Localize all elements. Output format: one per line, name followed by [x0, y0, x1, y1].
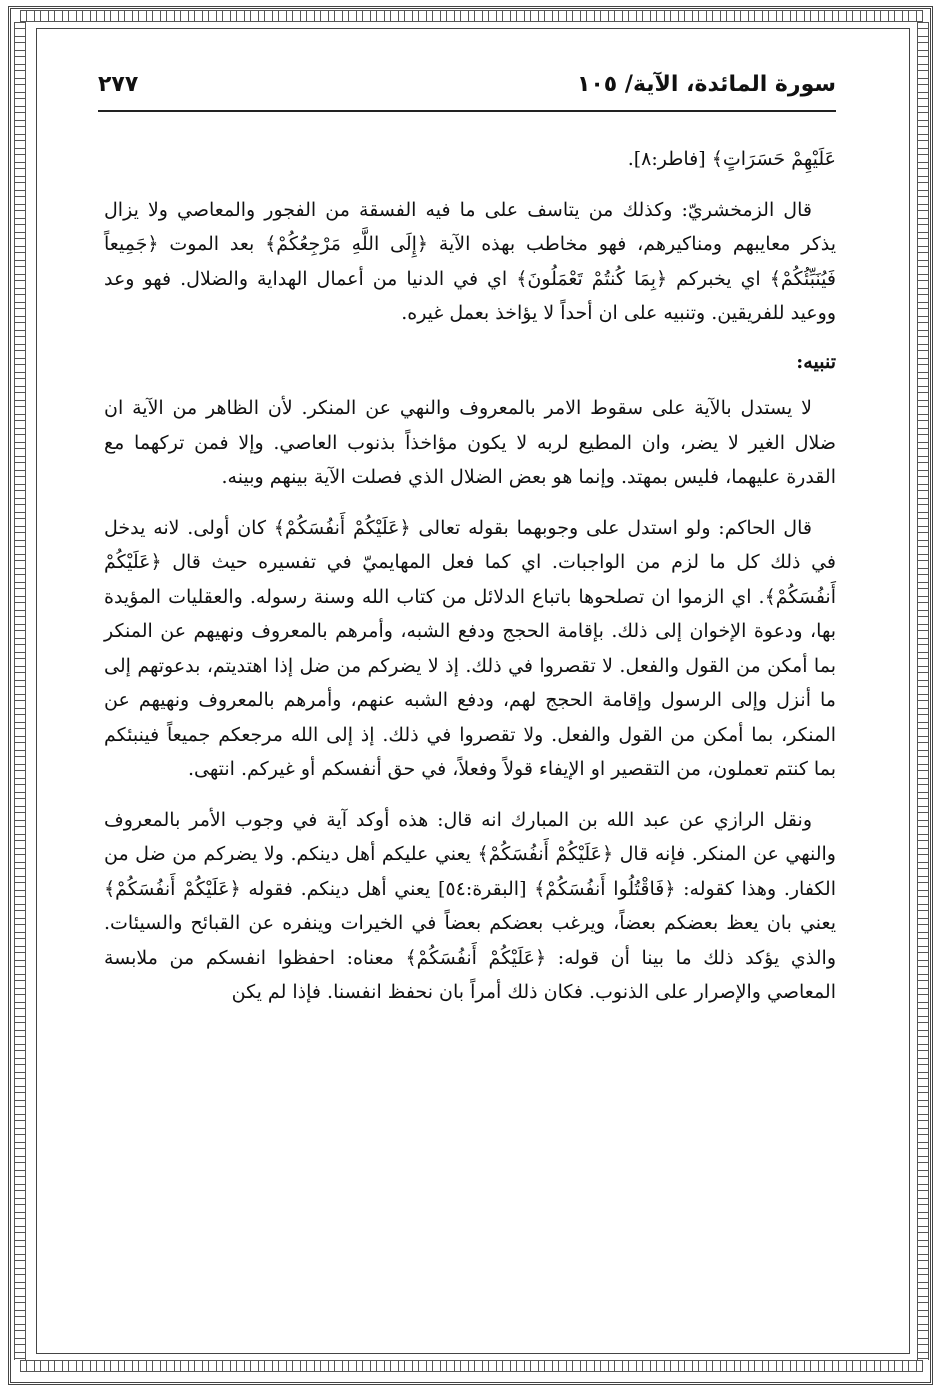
running-header — [98, 68, 836, 108]
ornamental-border-top — [20, 10, 923, 22]
paragraph-continuation: عَلَيْهِمْ حَسَرَاتٍ﴾ [فاطر:٨]. — [627, 148, 836, 170]
page-number: ٢٧٧ — [98, 72, 139, 97]
header-rule — [98, 110, 836, 112]
surah-title: سورة المائدة، الآية/ ١٠٥ — [576, 72, 836, 97]
ornamental-border-left — [14, 22, 26, 1360]
paragraph-zamakhshari: قال الزمخشريّ: وكذلك من يتاسف على ما فيه الفسقة من الفجور والمعاصي ولا يزال يذكر معايبهم ومناكيرهم، فهو مخاطب بهذه الآية ﴿إِلَى اللَّهِ مَرْجِعُكُمْ﴾ بعد الموت ﴿جَمِيعاً فَيُنَبِّئُكُمْ﴾ اي يخبركم ﴿بِمَا كُنتُمْ تَعْمَلُونَ﴾ اي في الدنيا من أعمال الهداية والضلال. فهو وعد ووعيد للفريقين. وتنبيه على ان أحداً لا يؤاخذ بعمل غيره. — [104, 198, 836, 324]
ornamental-border-bottom — [20, 1360, 923, 1372]
ornamental-border-right — [917, 22, 929, 1360]
body-text — [104, 142, 836, 1010]
paragraph-hakim: قال الحاكم: ولو استدل على وجوبهما بقوله تعالى ﴿عَلَيْكُمْ أَنفُسَكُمْ﴾ كان أولى. لانه يدخل في ذلك كل ما لزم من الواجبات. اي كما فعل المهايميّ في تفسيره حيث قال ﴿عَلَيْكُمْ أَنفُسَكُمْ﴾. اي الزموا ان تصلحوها باتباع الدلائل من كتاب الله وسنة رسوله. والعقليات المؤيدة بها، ودعوة الإخوان إلى ذلك. بإقامة الحجج ودفع الشبه، وأمرهم بالمعروف ونهيهم عن المنكر بما أمكن من القول والفعل. لا تقصروا في ذلك. إذ لا يضركم من ضل إذا اهتديتم، بدعوتهم إلى ما أنزل وإلى الرسول وإقامة الحجج لهم، ودفع الشبه عنهم، وأمرهم بالمعروف ونهيهم عن المنكر، بما أمكن من القول والفعل. ولا تقصروا في ذلك. إذ إلى الله مرجعكم جميعاً فينبئكم بما كنتم تعملون، من التقصير او الإيفاء قولاً وفعلاً، في حق أنفسكم أو غيركم. انتهى. — [104, 516, 836, 780]
section-heading: تنبيه: — [796, 350, 836, 373]
paragraph-razi: ونقل الرازي عن عبد الله بن المبارك انه قال: هذه أوكد آية في وجوب الأمر بالمعروف والنهي عن المنكر. فإنه قال ﴿عَلَيْكُمْ أَنفُسَكُمْ﴾ يعني عليكم أهل دينكم. ولا يضركم من ضل من الكفار. وهذا كقوله: ﴿فَاقْتُلُوا أَنفُسَكُمْ﴾ [البقرة:٥٤] يعني أهل دينكم. فقوله ﴿عَلَيْكُمْ أَنفُسَكُمْ﴾ يعني بان يعظ بعضكم بعضاً، ويرغب بعضكم بعضاً في الخيرات وينفره عن القبائح والسيئات. والذي يؤكد ذلك ما بينا أن قوله: ﴿عَلَيْكُمْ أَنفُسَكُمْ﴾ معناه: احفظوا انفسكم من ملابسة المعاصي والإصرار على الذنوب. فكان ذلك أمراً بان نحفظ انفسنا. فإذا لم يكن — [104, 808, 836, 1003]
paragraph-note: لا يستدل بالآية على سقوط الامر بالمعروف والنهي عن المنكر. لأن الظاهر من الآية ان ضلال الغير لا يضر، وان المطيع لربه لا يكون مؤاخذاً بذنوب العاصي. وإلا فمن تركهما مع القدرة عليهما، فليس بمهتد. وإنما هو بعض الضلال الذي فصلت الآية بينهم وبينه. — [104, 397, 836, 488]
